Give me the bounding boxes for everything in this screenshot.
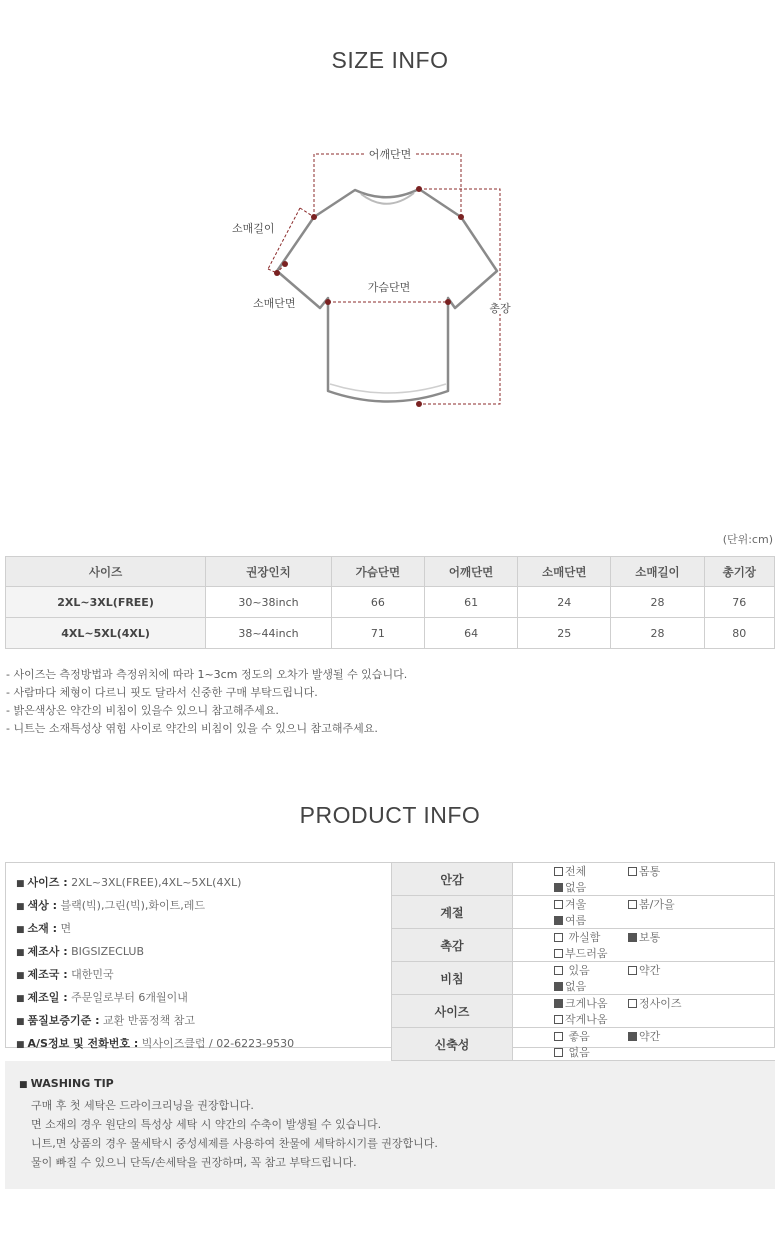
option-label: 부드러움: [565, 947, 608, 960]
option-label: 크게나옴: [565, 997, 608, 1010]
unchecked-box-icon: [628, 966, 637, 975]
attribute-option: [554, 995, 628, 1011]
label-shoulder: 어깨단면: [368, 148, 412, 161]
tip-line: 구매 후 첫 세탁은 드라이크리닝을 권장합니다.: [31, 1099, 254, 1112]
unchecked-box-icon: [628, 867, 637, 876]
detail-item: [16, 895, 294, 918]
measure-point: [282, 261, 288, 267]
attribute-label: 비침: [392, 962, 513, 995]
table-row: [6, 618, 775, 649]
unchecked-box-icon: [554, 900, 563, 909]
measure-point: [458, 214, 464, 220]
attribute-row: [392, 962, 776, 995]
unchecked-box-icon: [554, 949, 563, 958]
attribute-option: [628, 896, 702, 912]
unchecked-box-icon: [554, 1032, 563, 1041]
washing-tip-heading: [19, 1077, 114, 1090]
checked-box-icon: [554, 999, 563, 1008]
measure-point: [416, 186, 422, 192]
table-cell: 28: [611, 618, 704, 649]
attribute-option: [628, 929, 702, 945]
detail-key: 색상 :: [27, 899, 57, 912]
measure-point: [445, 299, 451, 305]
unchecked-box-icon: [554, 1015, 563, 1024]
unchecked-box-icon: [554, 966, 563, 975]
product-detail-list: [16, 872, 294, 1056]
detail-item: [16, 918, 294, 941]
detail-value: 블랙(빅),그린(빅),화이트,레드: [60, 899, 206, 912]
attribute-options: [513, 1028, 776, 1061]
attribute-option: [554, 978, 628, 994]
measure-point: [325, 299, 331, 305]
option-label: 없음: [565, 881, 587, 894]
attribute-option: [554, 912, 628, 928]
detail-item: [16, 1033, 294, 1056]
header-cell: 소매길이: [611, 557, 704, 587]
attribute-row: [392, 896, 776, 929]
table-cell: 71: [331, 618, 424, 649]
bullet-square-icon: ■: [16, 925, 25, 935]
attribute-options: [513, 995, 776, 1028]
attribute-options: [513, 863, 776, 896]
option-label: 약간: [639, 1030, 661, 1043]
measure-point: [416, 401, 422, 407]
checked-box-icon: [554, 982, 563, 991]
attribute-options: [513, 962, 776, 995]
bullet-square-icon: ■: [16, 971, 25, 981]
unchecked-box-icon: [554, 1048, 563, 1057]
option-label: 있음: [565, 964, 590, 977]
table-cell: 64: [424, 618, 517, 649]
label-sleeve-width: 소매단면: [253, 297, 296, 310]
attribute-option: [554, 1011, 628, 1027]
attribute-options: [513, 896, 776, 929]
detail-value: 주문일로부터 6개월이내: [71, 991, 188, 1004]
detail-key: 제조국 :: [27, 968, 68, 981]
detail-key: 소재 :: [27, 922, 57, 935]
option-label: 몸통: [639, 865, 661, 878]
unchecked-box-icon: [554, 867, 563, 876]
tip-line: 니트,면 상품의 경우 물세탁시 중성세제를 사용하여 찬물에 세탁하시기를 권장합니다.: [31, 1137, 438, 1150]
bullet-square-icon: ■: [19, 1080, 31, 1090]
attribute-option: [628, 962, 702, 978]
attribute-row: [392, 1028, 776, 1061]
detail-value: 교환 반품정책 참고: [103, 1014, 196, 1027]
attribute-label: 안감: [392, 863, 513, 896]
header-cell: 어깨단면: [424, 557, 517, 587]
detail-key: 제조사 :: [27, 945, 68, 958]
attribute-table: [391, 862, 775, 1061]
measure-point: [311, 214, 317, 220]
note-line: - 사람마다 체형이 다르니 핏도 달라서 신중한 구매 부탁드립니다.: [6, 686, 318, 699]
note-line: - 니트는 소재특성상 엮힘 사이로 약간의 비침이 있을 수 있으니 참고해주세요.: [6, 722, 378, 735]
detail-value: 대한민국: [71, 968, 114, 981]
size-cell: 2XL~3XL(FREE): [6, 587, 206, 618]
note-line: - 사이즈는 측정방법과 측정위치에 따라 1~3cm 정도의 오차가 발생될 수 있습니다.: [6, 668, 408, 681]
detail-key: 제조일 :: [27, 991, 68, 1004]
option-label: 없음: [565, 1046, 590, 1059]
bullet-square-icon: ■: [16, 879, 25, 889]
unchecked-box-icon: [628, 999, 637, 1008]
detail-value: BIGSIZECLUB: [71, 945, 145, 958]
attribute-option: [554, 1028, 628, 1044]
size-cell: 4XL~5XL(4XL): [6, 618, 206, 649]
attribute-option: [554, 962, 628, 978]
table-cell: 24: [518, 587, 611, 618]
attribute-label: 촉감: [392, 929, 513, 962]
attribute-option: [554, 929, 628, 945]
detail-item: [16, 964, 294, 987]
attribute-label: 사이즈: [392, 995, 513, 1028]
unit-note: (단위:cm): [722, 533, 773, 546]
note-line: - 밝은색상은 약간의 비침이 있을수 있으니 참고해주세요.: [6, 704, 279, 717]
table-cell: 38~44inch: [206, 618, 332, 649]
bullet-square-icon: ■: [16, 1040, 25, 1050]
detail-item: [16, 987, 294, 1010]
measure-point: [274, 270, 280, 276]
option-label: 보통: [639, 931, 661, 944]
bullet-square-icon: ■: [16, 994, 25, 1004]
attribute-option: [554, 863, 628, 879]
tip-line: 면 소재의 경우 원단의 특성상 세탁 시 약간의 수축이 발생될 수 있습니다.: [31, 1118, 382, 1131]
size-table-header-row: [6, 557, 775, 587]
attribute-option: [554, 945, 628, 961]
washing-tip-title: WASHING TIP: [30, 1077, 114, 1090]
attribute-option: [628, 863, 702, 879]
size-table: [5, 556, 775, 649]
detail-item: [16, 1010, 294, 1033]
checked-box-icon: [554, 916, 563, 925]
detail-key: 품질보증기준 :: [27, 1014, 100, 1027]
checked-box-icon: [554, 883, 563, 892]
header-cell: 총기장: [704, 557, 774, 587]
label-total-length: 총장: [489, 302, 511, 315]
tip-line: 물이 빠질 수 있으니 단독/손세탁을 권장하며, 꼭 참고 부탁드립니다.: [31, 1156, 357, 1169]
table-row: [6, 587, 775, 618]
option-label: 작게나옴: [565, 1013, 608, 1026]
table-cell: 66: [331, 587, 424, 618]
table-cell: 76: [704, 587, 774, 618]
attribute-row: [392, 863, 776, 896]
attribute-options: [513, 929, 776, 962]
header-cell: 권장인치: [206, 557, 332, 587]
detail-item: [16, 941, 294, 964]
table-cell: 30~38inch: [206, 587, 332, 618]
size-info-title: SIZE INFO: [331, 47, 449, 73]
table-cell: 25: [518, 618, 611, 649]
option-label: 좋음: [565, 1030, 590, 1043]
detail-key: A/S정보 및 전화번호 :: [27, 1037, 139, 1050]
bullet-square-icon: ■: [16, 1017, 25, 1027]
detail-key: 사이즈 :: [27, 876, 68, 889]
unchecked-box-icon: [554, 933, 563, 942]
label-chest: 가슴단면: [367, 281, 411, 294]
table-cell: 61: [424, 587, 517, 618]
option-label: 전체: [565, 865, 587, 878]
attribute-option: [628, 995, 702, 1011]
unchecked-box-icon: [628, 900, 637, 909]
attribute-row: [392, 995, 776, 1028]
attribute-label: 계절: [392, 896, 513, 929]
attribute-row: [392, 929, 776, 962]
detail-value: 면: [60, 922, 72, 935]
option-label: 정사이즈: [639, 997, 682, 1010]
checked-box-icon: [628, 933, 637, 942]
header-cell: 가슴단면: [331, 557, 424, 587]
header-cell: 사이즈: [6, 557, 206, 587]
option-label: 약간: [639, 964, 661, 977]
option-label: 여름: [565, 914, 587, 927]
table-cell: 28: [611, 587, 704, 618]
detail-value: 빅사이즈클럽 / 02-6223-9530: [141, 1037, 295, 1050]
product-info-title: PRODUCT INFO: [299, 802, 481, 828]
attribute-option: [554, 879, 628, 895]
attribute-option: [554, 896, 628, 912]
attribute-option: [628, 1028, 702, 1044]
table-cell: 80: [704, 618, 774, 649]
option-label: 봄/가을: [639, 898, 675, 911]
detail-item: [16, 872, 294, 895]
size-notes: [6, 666, 407, 738]
attribute-label: 신축성: [392, 1028, 513, 1061]
washing-tip-box: [5, 1061, 775, 1189]
label-sleeve-length: 소매길이: [232, 222, 275, 235]
option-label: 까실함: [565, 931, 601, 944]
attribute-option: [554, 1044, 628, 1060]
washing-tip-lines: [31, 1096, 438, 1172]
tshirt-outline: [277, 189, 497, 402]
header-cell: 소매단면: [518, 557, 611, 587]
product-info-box: [5, 862, 775, 1059]
bullet-square-icon: ■: [16, 902, 25, 912]
checked-box-icon: [628, 1032, 637, 1041]
bullet-square-icon: ■: [16, 948, 25, 958]
option-label: 없음: [565, 980, 587, 993]
detail-value: 2XL~3XL(FREE),4XL~5XL(4XL): [71, 876, 242, 889]
tshirt-measurement-diagram: [0, 90, 780, 430]
option-label: 겨울: [565, 898, 587, 911]
